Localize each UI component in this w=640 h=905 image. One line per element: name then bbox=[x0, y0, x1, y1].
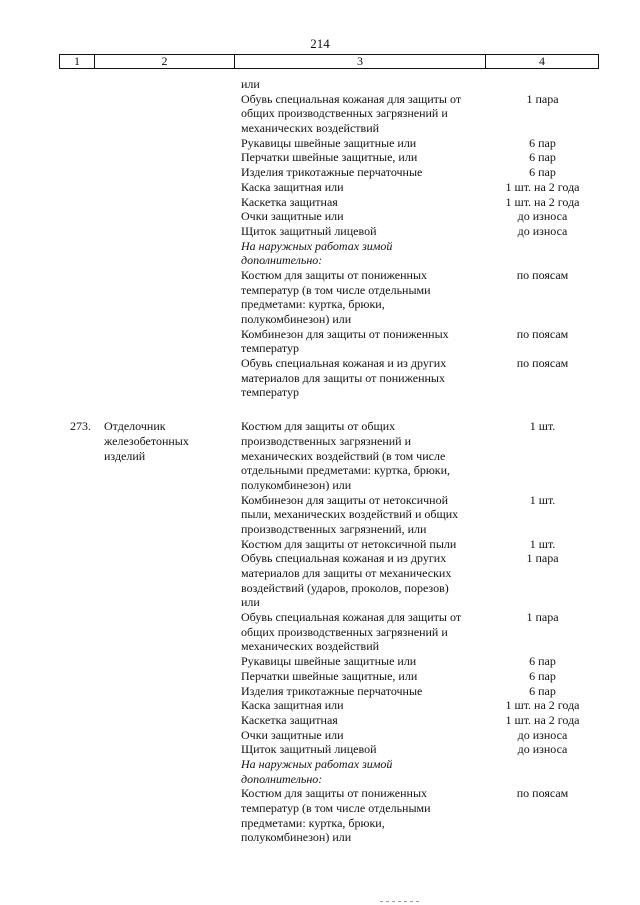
table-row-line bbox=[0, 551, 640, 566]
equipment-cell: Обувь специальная кожаная для защиты от bbox=[241, 91, 462, 106]
equipment-cell: Рукавицы швейные защитные или bbox=[241, 135, 417, 150]
equipment-cell: температур bbox=[241, 341, 300, 356]
equipment-cell: Обувь специальная кожаная для защиты от bbox=[241, 610, 462, 625]
scan-artifact-line bbox=[380, 901, 420, 902]
equipment-cell: отдельными предметами: куртка, брюки, bbox=[241, 463, 451, 478]
table-row-line bbox=[0, 385, 640, 400]
equipment-cell: Щиток защитный лицевой bbox=[241, 742, 377, 757]
equipment-cell: Костюм для защиты от нетоксичной пыли bbox=[241, 536, 457, 551]
table-row-line bbox=[0, 507, 640, 522]
equipment-cell: Комбинезон для защиты от пониженных bbox=[241, 326, 449, 341]
table-row-line bbox=[0, 419, 640, 434]
entry-spacer bbox=[0, 400, 640, 419]
column-header-3: 3 bbox=[235, 55, 486, 68]
norm-cell: 1 шт. bbox=[529, 419, 556, 434]
equipment-cell: Очки защитные или bbox=[241, 727, 344, 742]
table-row-line bbox=[0, 92, 640, 107]
equipment-cell: Изделия трикотажные перчаточные bbox=[241, 165, 423, 180]
norm-cell: по поясам bbox=[516, 356, 569, 371]
norm-cell: до износа bbox=[517, 742, 568, 757]
norm-cell: 6 пар bbox=[529, 668, 556, 683]
table-row-line bbox=[0, 713, 640, 728]
table-row-line bbox=[0, 625, 640, 640]
table-row-line bbox=[0, 371, 640, 386]
table-row-line bbox=[0, 801, 640, 816]
entry-273-block bbox=[0, 419, 640, 845]
table-row-line bbox=[0, 742, 640, 757]
table-row-line bbox=[0, 297, 640, 312]
norm-cell: 1 пара bbox=[526, 91, 559, 106]
equipment-cell: Перчатки швейные защитные, или bbox=[241, 668, 418, 683]
equipment-cell: Каскетка защитная bbox=[241, 712, 338, 727]
table-row-line bbox=[0, 684, 640, 699]
column-header-1: 1 bbox=[60, 55, 95, 68]
table-row-line bbox=[0, 639, 640, 654]
equipment-cell: Комбинезон для защиты от нетоксичной bbox=[241, 492, 449, 507]
equipment-cell: воздействий (ударов, проколов, порезов) bbox=[241, 580, 449, 595]
column-header-4: 4 bbox=[539, 54, 545, 68]
table-row-line bbox=[0, 463, 640, 478]
equipment-cell: механических воздействий (в том числе bbox=[241, 448, 446, 463]
equipment-cell: производственных загрязнений и bbox=[241, 433, 412, 448]
norm-cell: 6 пар bbox=[529, 150, 556, 165]
equipment-cell: дополнительно: bbox=[241, 253, 323, 268]
table-row-line bbox=[0, 327, 640, 342]
row-number-cell: 273. bbox=[70, 419, 91, 434]
table-row-line bbox=[0, 698, 640, 713]
equipment-cell: полукомбинезон) или bbox=[241, 477, 352, 492]
equipment-cell: пыли, механических воздействий и общих bbox=[241, 507, 459, 522]
equipment-cell: общих производственных загрязнений и bbox=[241, 624, 448, 639]
table-row-line bbox=[0, 581, 640, 596]
table-row-line bbox=[0, 209, 640, 224]
table-row-line bbox=[0, 830, 640, 845]
table-row-line bbox=[0, 180, 640, 195]
equipment-cell: Перчатки швейные защитные, или bbox=[241, 150, 418, 165]
table-row-line bbox=[0, 195, 640, 210]
table-row-line bbox=[0, 566, 640, 581]
norm-cell: 1 шт. на 2 года bbox=[505, 698, 580, 713]
table-row-line bbox=[0, 772, 640, 787]
table-row-line bbox=[0, 757, 640, 772]
profession-cell: железобетонных bbox=[104, 433, 189, 448]
table-row-line bbox=[0, 493, 640, 508]
table-header-row bbox=[59, 54, 599, 69]
norm-cell: по поясам bbox=[516, 326, 569, 341]
norm-cell: 6 пар bbox=[529, 683, 556, 698]
equipment-cell: Рукавицы швейные защитные или bbox=[241, 654, 417, 669]
table-row-line bbox=[0, 312, 640, 327]
equipment-cell: Изделия трикотажные перчаточные bbox=[241, 683, 423, 698]
table-row-line bbox=[0, 77, 640, 92]
table-row-line bbox=[0, 121, 640, 136]
profession-cell: Отделочник bbox=[104, 419, 166, 434]
norm-cell: 6 пар bbox=[529, 135, 556, 150]
table-row-line bbox=[0, 341, 640, 356]
norm-cell: до износа bbox=[517, 223, 568, 238]
table-row-line bbox=[0, 283, 640, 298]
table-row-line bbox=[0, 522, 640, 537]
table-row-line bbox=[0, 786, 640, 801]
table-row-line bbox=[0, 610, 640, 625]
equipment-cell: Щиток защитный лицевой bbox=[241, 223, 377, 238]
table-row-line bbox=[0, 253, 640, 268]
equipment-cell: производственных загрязнений, или bbox=[241, 521, 427, 536]
equipment-cell: На наружных работах зимой bbox=[241, 238, 393, 253]
norm-cell: до износа bbox=[517, 727, 568, 742]
norm-cell: 1 шт. на 2 года bbox=[505, 194, 580, 209]
equipment-cell: общих производственных загрязнений и bbox=[241, 106, 448, 121]
equipment-cell: температур (в том числе отдельными bbox=[241, 282, 431, 297]
equipment-cell: Обувь специальная кожаная и из других bbox=[241, 551, 447, 566]
norm-cell: 1 шт. на 2 года bbox=[505, 712, 580, 727]
column-header-2: 2 bbox=[95, 55, 235, 68]
norm-cell: 1 пара bbox=[526, 610, 559, 625]
continued-entry-block bbox=[0, 77, 640, 400]
equipment-cell: или bbox=[241, 77, 260, 91]
equipment-cell: температур bbox=[241, 385, 300, 400]
equipment-cell: температур (в том числе отдельными bbox=[241, 801, 431, 815]
table-row-line bbox=[0, 356, 640, 371]
table-row-line bbox=[0, 449, 640, 464]
page-number: 214 bbox=[310, 36, 330, 51]
equipment-cell: Обувь специальная кожаная и из других bbox=[241, 356, 447, 371]
norm-cell: 1 шт. на 2 года bbox=[505, 179, 580, 194]
table-row-line bbox=[0, 669, 640, 684]
table-row-line bbox=[0, 268, 640, 283]
table-row-line bbox=[0, 654, 640, 669]
table-row-line bbox=[0, 224, 640, 239]
norm-cell: 6 пар bbox=[529, 654, 556, 669]
equipment-cell: Каска защитная или bbox=[241, 179, 344, 194]
equipment-cell: Очки защитные или bbox=[241, 209, 344, 224]
equipment-cell: материалов для защиты от механических bbox=[241, 566, 452, 580]
equipment-cell: Костюм для защиты от пониженных bbox=[241, 786, 428, 801]
norm-cell: по поясам bbox=[516, 267, 569, 282]
equipment-cell: Каскетка защитная bbox=[241, 194, 338, 209]
norm-cell: до износа bbox=[517, 209, 568, 224]
table-row-line bbox=[0, 165, 640, 180]
table-body bbox=[0, 77, 640, 845]
norm-cell: 6 пар bbox=[529, 165, 556, 180]
equipment-cell: механических воздействий bbox=[241, 121, 380, 136]
equipment-cell: предметами: куртка, брюки, bbox=[241, 297, 385, 312]
equipment-cell: или bbox=[241, 595, 260, 610]
table-row-line bbox=[0, 595, 640, 610]
table-row-line bbox=[0, 106, 640, 121]
norm-cell: 1 шт. bbox=[529, 492, 556, 507]
norm-cell: 1 шт. bbox=[529, 536, 556, 551]
norm-cell: по поясам bbox=[516, 786, 569, 801]
table-row-line bbox=[0, 150, 640, 165]
table-row-line bbox=[0, 728, 640, 743]
equipment-cell: Каска защитная или bbox=[241, 698, 344, 713]
table-row-line bbox=[0, 478, 640, 493]
equipment-cell: полукомбинезон) или bbox=[241, 830, 352, 845]
table-row-line bbox=[0, 136, 640, 151]
table-row-line bbox=[0, 537, 640, 552]
profession-cell: изделий bbox=[104, 448, 146, 463]
equipment-cell: предметами: куртка, брюки, bbox=[241, 815, 385, 830]
table-row-line bbox=[0, 434, 640, 449]
equipment-cell: материалов для защиты от пониженных bbox=[241, 370, 445, 385]
equipment-cell: механических воздействий bbox=[241, 639, 380, 654]
table-row-line bbox=[0, 816, 640, 831]
equipment-cell: На наружных работах зимой bbox=[241, 756, 393, 771]
equipment-cell: полукомбинезон) или bbox=[241, 312, 352, 326]
equipment-cell: дополнительно: bbox=[241, 771, 323, 786]
equipment-cell: Костюм для защиты от пониженных bbox=[241, 267, 428, 282]
norm-cell: 1 пара bbox=[526, 551, 559, 566]
equipment-cell: Костюм для защиты от общих bbox=[241, 419, 396, 434]
table-row-line bbox=[0, 239, 640, 254]
